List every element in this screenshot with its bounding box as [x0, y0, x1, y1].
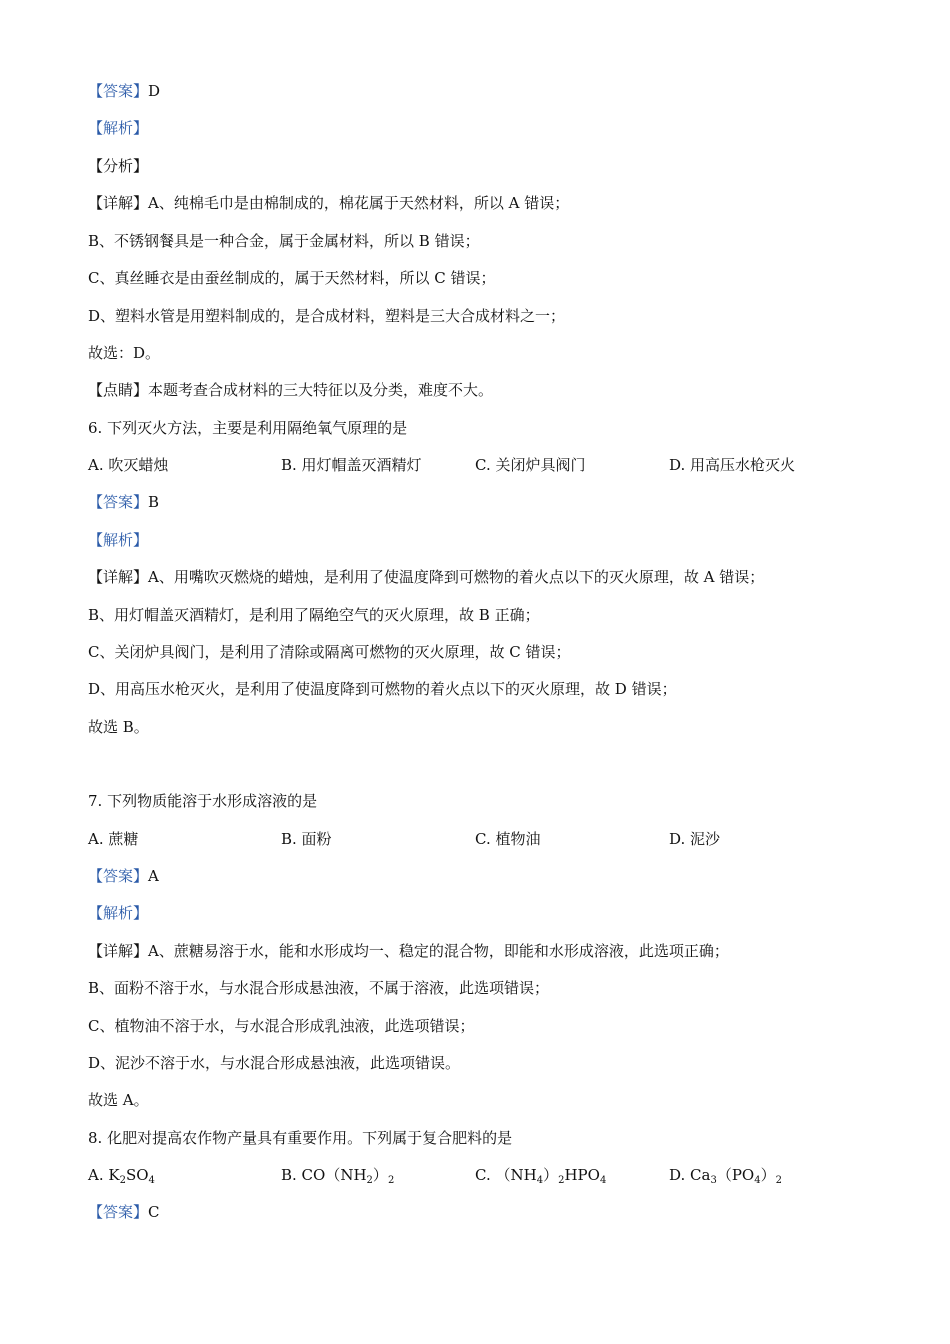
q6-analysis-label: 【解析】 — [88, 531, 149, 549]
q7-detail-d: D、泥沙不溶于水，与水混合形成悬浊液，此选项错误。 — [88, 1054, 461, 1072]
q7-option-a: A. 蔗糖 — [88, 830, 139, 848]
q7-detail-c: C、植物油不溶于水，与水混合形成乳浊液，此选项错误； — [88, 1017, 475, 1035]
q8-option-c: C. $(NH_4)_2HPO_4$ — [475, 1166, 607, 1186]
answer-label: 【答案】 — [88, 82, 149, 100]
q5-answer: D — [148, 82, 161, 100]
q6-detail-b: B、用灯帽盖灭酒精灯，是利用了隔绝空气的灭火原理，故 B 正确； — [88, 606, 540, 624]
q8-answer: C — [148, 1203, 160, 1221]
q5-detail-d: D、塑料水管是用塑料制成的，是合成材料，塑料是三大合成材料之一； — [88, 307, 566, 325]
q8-option-d: D. $Ca_3(PO_4)_2$ — [669, 1166, 782, 1186]
q5-detail-c: C、真丝睡衣是由蚕丝制成的，属于天然材料，所以 C 错误； — [88, 269, 496, 287]
q6-option-c: C. 关闭炉具阀门 — [475, 456, 586, 474]
q6-choose: 故选 B。 — [88, 718, 149, 736]
q8-stem: 8. 化肥对提高农作物产量具有重要作用。下列属于复合肥料的是 — [88, 1129, 513, 1147]
q7-detail-b: B、面粉不溶于水，与水混合形成悬浊液，不属于溶液，此选项错误； — [88, 979, 550, 997]
q7-choose: 故选 A。 — [88, 1091, 149, 1109]
q6-option-a: A. 吹灭蜡烛 — [88, 456, 169, 474]
q5-fenxi-label: 【分析】 — [88, 157, 149, 175]
q5-comment: 【点睛】本题考查合成材料的三大特征以及分类，难度不大。 — [88, 381, 494, 399]
q6-answer: B — [148, 493, 160, 511]
q7-answer: A — [148, 867, 159, 885]
q7-answer-line: 【答案】A — [88, 867, 159, 885]
q6-detail-c: C、关闭炉具阀门，是利用了清除或隔离可燃物的灭火原理，故 C 错误； — [88, 643, 571, 661]
q6-stem: 6. 下列灭火方法，主要是利用隔绝氧气原理的是 — [88, 419, 408, 437]
q6-option-d: D. 用高压水枪灭火 — [669, 456, 796, 474]
q7-option-b: B. 面粉 — [281, 830, 332, 848]
q7-option-d: D. 泥沙 — [669, 830, 721, 848]
q7-option-c: C. 植物油 — [475, 830, 541, 848]
q6-option-b: B. 用灯帽盖灭酒精灯 — [281, 456, 422, 474]
q6-answer-line: 【答案】B — [88, 493, 160, 511]
q7-stem: 7. 下列物质能溶于水形成溶液的是 — [88, 792, 318, 810]
q7-analysis-label: 【解析】 — [88, 904, 149, 922]
q8-option-b: B. $CO(NH_2)_2$ — [281, 1166, 395, 1186]
q7-detail-a: 【详解】A、蔗糖易溶于水，能和水形成均一、稳定的混合物，即能和水形成溶液，此选项正确； — [88, 942, 729, 960]
q5-detail-b: B、不锈钢餐具是一种合金，属于金属材料，所以 B 错误； — [88, 232, 480, 250]
q8-option-a: A. $K_2SO_4$ — [88, 1166, 155, 1186]
q8-answer-line: 【答案】C — [88, 1203, 160, 1221]
q6-detail-a: 【详解】A、用嘴吹灭燃烧的蜡烛，是利用了使温度降到可燃物的着火点以下的灭火原理，故 A 错误； — [88, 568, 765, 586]
q5-detail-a: 【详解】A、纯棉毛巾是由棉制成的，棉花属于天然材料，所以 A 错误； — [88, 194, 570, 212]
q5-choose: 故选：D。 — [88, 344, 161, 362]
q5-answer-line — [88, 81, 160, 101]
q5-analysis-label: 【解析】 — [88, 119, 149, 137]
q6-detail-d: D、用高压水枪灭火，是利用了使温度降到可燃物的着火点以下的灭火原理，故 D 错误； — [88, 680, 677, 698]
